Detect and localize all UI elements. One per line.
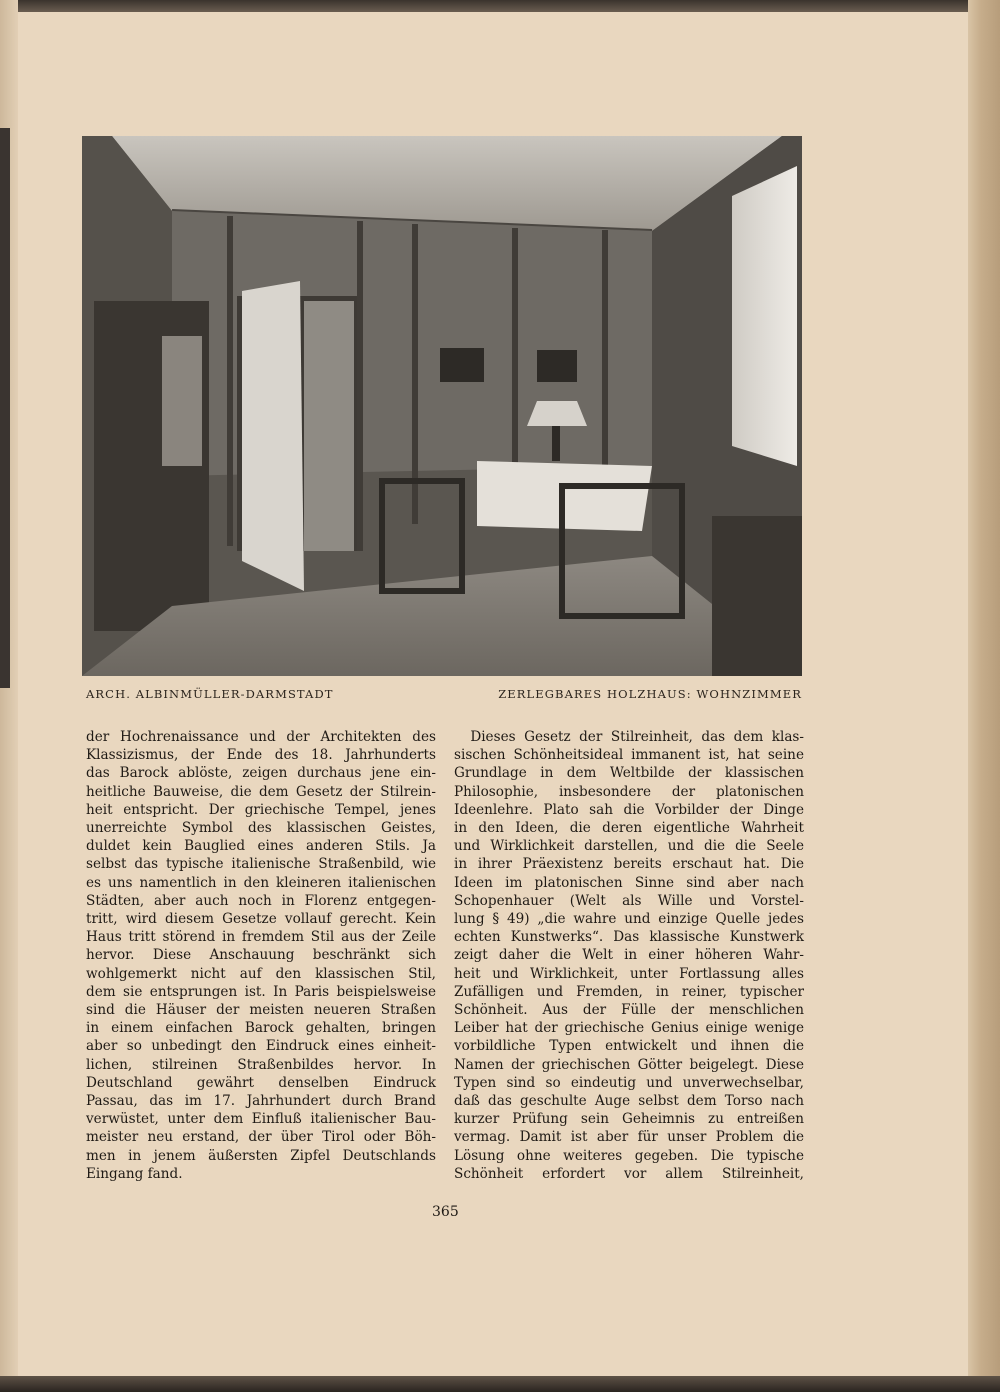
room-photograph <box>82 136 802 676</box>
text-line: der Hochrenaissance und der Architekten des <box>86 729 436 745</box>
text-line: Schopenhauer (Welt als Wille und Vorstel- <box>454 892 804 909</box>
text-line: heit entspricht. Der griechische Tempel, jenes <box>86 801 436 818</box>
text-line: Leiber hat der griechische Genius einige wenige <box>454 1020 804 1037</box>
text-line: Ideenlehre. Plato sah die Vorbilder der Dinge <box>454 801 804 818</box>
text-line: in ihrer Präexistenz bereits erschaut hat. Die <box>454 856 804 873</box>
text-line: meister neu erstand, der über Tirol oder Böh- <box>86 1129 436 1146</box>
interior-photo-illustration <box>82 136 802 676</box>
text-line: heitliche Bauweise, die dem Gesetz der Stilrein- <box>86 783 436 800</box>
text-line: es uns namentlich in den kleineren italienischen <box>86 874 436 891</box>
text-line: wohlgemerkt nicht auf den klassischen Stil, <box>86 965 436 982</box>
text-line: zeigt daher die Welt in einer höheren Wahr- <box>454 947 804 964</box>
page-top-edge <box>0 0 1000 12</box>
page-number: 365 <box>432 1204 459 1220</box>
text-line: und Wirklichkeit darstellen, und die die Seele <box>454 838 804 855</box>
text-line: das Barock ablöste, zeigen durchaus jene ein- <box>86 765 436 782</box>
text-line: unerreichte Symbol des klassischen Geistes, <box>86 820 436 837</box>
text-line: verwüstet, unter dem Einfluß italienischer Bau- <box>86 1111 436 1128</box>
text-line: Deutschland gewährt denselben Eindruck <box>86 1074 436 1091</box>
text-line: kurzer Prüfung sein Geheimnis zu entreißen <box>454 1111 804 1128</box>
text-line: sischen Schönheitsideal immanent ist, hat seine <box>454 747 804 764</box>
text-line: Klassizismus, der Ende des 18. Jahrhunderts <box>86 747 436 764</box>
text-line: tritt, wird diesem Gesetze vollauf gerecht. Kein <box>86 911 436 928</box>
text-line: duldet kein Bauglied eines anderen Stils. Ja <box>86 838 436 855</box>
text-column-left <box>86 728 436 1183</box>
text-line: Haus tritt störend in fremdem Stil aus der Zeile <box>86 929 436 946</box>
text-line: daß das geschulte Auge selbst dem Torso nach <box>454 1093 804 1110</box>
text-line: aber so unbedingt den Eindruck eines einheit- <box>86 1038 436 1055</box>
text-line: vermag. Damit ist aber für unser Problem die <box>454 1129 804 1146</box>
previous-page-edge <box>0 0 18 1392</box>
previous-page-photo-strip <box>0 128 10 688</box>
text-line: Lösung ohne weiteres gegeben. Die typische <box>454 1147 804 1164</box>
text-line: Ideen im platonischen Sinne sind aber nach <box>454 874 804 891</box>
text-line: Eingang fand. <box>86 1165 183 1182</box>
text-line: sind die Häuser der meisten neueren Straßen <box>86 1002 436 1019</box>
text-line: in einem einfachen Barock gehalten, bringen <box>86 1020 436 1037</box>
text-line: Zufälligen und Fremden, in reiner, typischer <box>454 983 804 1000</box>
text-line: in den Ideen, die deren eigentliche Wahrheit <box>454 820 804 837</box>
text-line: dem sie entsprungen ist. In Paris beispielsweise <box>86 983 436 1000</box>
text-line: Grundlage in dem Weltbilde der klassischen <box>454 765 804 782</box>
text-column-right <box>454 728 804 1183</box>
text-line: men in jenem äußersten Zipfel Deutschlands <box>86 1147 436 1164</box>
text-line: vorbildliche Typen entwickelt und ihnen die <box>454 1038 804 1055</box>
text-line: Namen der griechischen Götter beigelegt. Diese <box>454 1056 804 1073</box>
text-line: hervor. Diese Anschauung beschränkt sich <box>86 947 436 964</box>
caption-room-title: ZERLEGBARES HOLZHAUS: WOHNZIMMER <box>498 687 802 701</box>
text-line: Schönheit erfordert vor allem Stilreinheit, <box>454 1165 804 1182</box>
text-line: Schönheit. Aus der Fülle der menschlichen <box>454 1002 804 1019</box>
page-bottom-edge <box>0 1376 1000 1392</box>
text-line: Typen sind so eindeutig und unverwechselbar, <box>454 1074 804 1091</box>
text-line: heit und Wirklichkeit, unter Fortlassung alles <box>454 965 804 982</box>
page-stack-edge <box>968 0 1000 1392</box>
text-line: Städten, aber auch noch in Florenz entgegen- <box>86 892 436 909</box>
text-line: lichen, stilreinen Straßenbildes hervor. In <box>86 1056 436 1073</box>
text-line: selbst das typische italienische Straßenbild, wie <box>86 856 436 873</box>
text-line: Passau, das im 17. Jahrhundert durch Brand <box>86 1093 436 1110</box>
text-line: Philosophie, insbesondere der platonischen <box>454 783 804 800</box>
text-line: echten Kunstwerks“. Das klassische Kunstwerk <box>454 929 804 946</box>
text-line: Dieses Gesetz der Stilreinheit, das dem klas- <box>470 729 804 745</box>
text-line: lung § 49) „die wahre und einzige Quelle jedes <box>454 911 804 928</box>
caption-architect: ARCH. ALBINMÜLLER-DARMSTADT <box>86 687 334 701</box>
